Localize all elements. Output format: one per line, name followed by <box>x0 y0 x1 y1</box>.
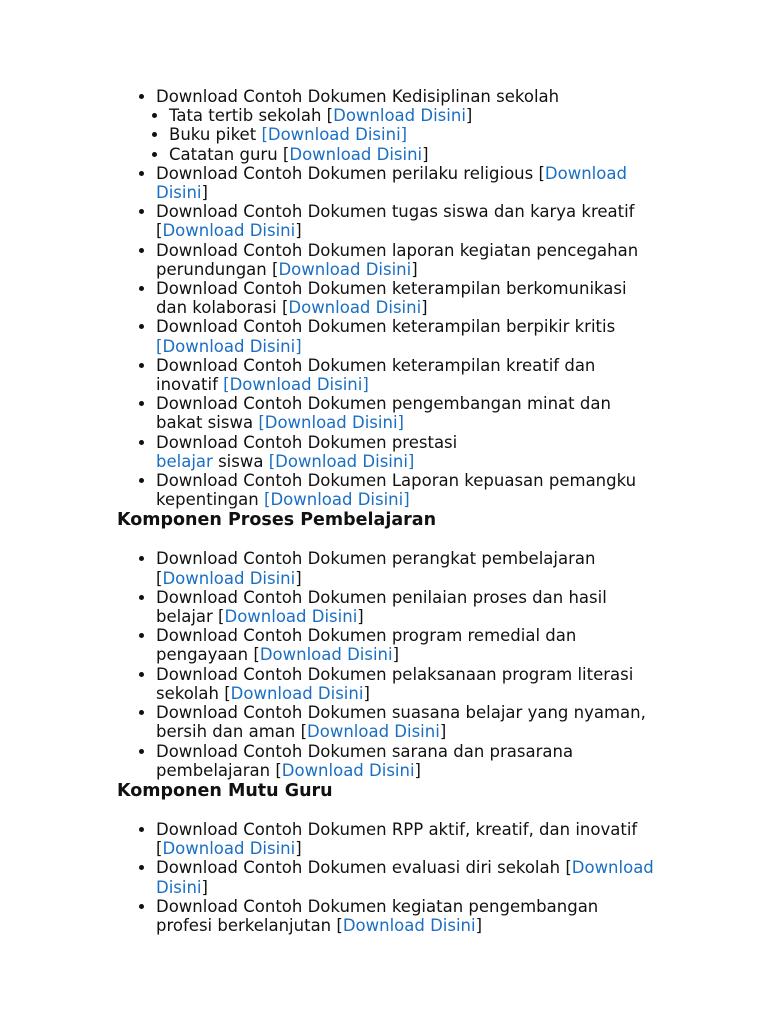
download-link-text: Download Disini <box>267 125 401 145</box>
list-item-text: Download Contoh Dokumen tugas siswa dan karya kreatif <box>156 202 635 222</box>
list-item: • Download Contoh Dokumen kegiatan pengembangan profesi berkelanjutan [Download Disini] <box>156 897 657 935</box>
download-link[interactable]: Download Disini <box>224 607 358 627</box>
download-link-text: Download Disini <box>264 413 398 433</box>
download-link[interactable]: Download Disini <box>342 915 476 935</box>
list-item-text: Download Contoh Dokumen perilaku religious <box>156 163 534 183</box>
download-link[interactable]: Download Disini <box>289 144 423 164</box>
kedisiplinan-sublist <box>156 106 657 164</box>
kesiswaan-list <box>117 87 657 509</box>
download-link[interactable]: [Download Disini] <box>261 125 408 145</box>
belajar-link[interactable]: belajar <box>156 451 213 471</box>
mutu-guru-list <box>117 820 657 935</box>
list-item-text: Download Contoh Dokumen keterampilan berpikir kritis <box>156 317 616 337</box>
sub-list-item: • Catatan guru [Download Disini] <box>169 145 657 164</box>
list-item <box>156 471 657 509</box>
download-link[interactable]: [Download Disini] <box>258 413 404 433</box>
list-item: • Download Contoh Dokumen pelaksanaan program literasi sekolah [Download Disini] <box>156 665 657 703</box>
list-item-text: Download Contoh Dokumen pelaksanaan program literasi sekolah <box>156 664 634 703</box>
list-item <box>156 317 657 355</box>
list-item: • Download Contoh Dokumen suasana belajar yang nyaman, bersih dan aman [Download Disini] <box>156 703 657 741</box>
download-link[interactable]: Download Disini <box>278 259 412 279</box>
download-link[interactable]: Download Disini <box>288 298 422 318</box>
list-item: • Download Contoh Dokumen program remedial dan pengayaan [Download Disini] <box>156 626 657 664</box>
list-item-text: Download Contoh Dokumen evaluasi diri sekolah <box>156 858 561 878</box>
sub-item-text: Tata tertib sekolah <box>169 106 322 126</box>
download-link[interactable]: Download Disini <box>230 683 364 703</box>
download-link[interactable]: Download Disini <box>259 645 393 665</box>
proses-pembelajaran-list <box>117 549 657 779</box>
list-item-text: Download Contoh Dokumen pengembangan minat dan bakat siswa <box>156 394 611 433</box>
download-link-text: Download Disini <box>162 336 296 356</box>
sub-list-item: • Tata tertib sekolah [Download Disini] <box>169 106 657 125</box>
download-link-text: Download Disini <box>270 490 404 510</box>
list-item-text: Download Contoh Dokumen keterampilan berkomunikasi dan kolaborasi <box>156 279 627 318</box>
download-link[interactable]: Download Disini <box>162 839 296 859</box>
document-content <box>117 87 657 935</box>
download-link[interactable]: Download Disini <box>333 106 466 126</box>
list-item <box>156 394 657 432</box>
download-link[interactable]: Download Disini <box>307 722 440 742</box>
list-item: • Download Contoh Dokumen sarana dan prasarana pembelajaran [Download Disini] <box>156 742 657 780</box>
section-heading-proses-pembelajaran: Komponen Proses Pembelajaran <box>117 510 437 531</box>
download-link[interactable]: Download Disini <box>156 858 654 897</box>
list-item-text: Download Contoh Dokumen keterampilan kreatif dan inovatif <box>156 355 596 395</box>
list-item: • Download Contoh Dokumen evaluasi diri sekolah [Download Disini] <box>156 858 657 896</box>
sub-item-text: Buku piket <box>169 125 257 145</box>
download-link[interactable]: [Download Disini] <box>268 451 415 471</box>
sub-list-item <box>169 125 657 144</box>
list-item: • Download Contoh Dokumen laporan kegiatan pencegahan perundungan [Download Disini] <box>156 241 657 279</box>
download-link[interactable]: Download Disini <box>281 760 415 780</box>
list-item-text: siswa <box>218 451 264 471</box>
list-item <box>156 87 657 164</box>
download-link[interactable]: [Download Disini] <box>223 375 369 395</box>
list-item: • Download Contoh Dokumen RPP aktif, kreatif, dan inovatif [Download Disini] <box>156 820 657 858</box>
list-item <box>156 356 657 394</box>
list-item-text: Download Contoh Dokumen RPP aktif, kreatif, dan inovatif <box>156 819 638 839</box>
list-item-text: Download Contoh Dokumen perangkat pembelajaran <box>156 549 596 569</box>
list-item-text: Download Contoh Dokumen sarana dan prasarana pembelajaran <box>156 741 574 780</box>
list-item <box>156 433 657 471</box>
list-item-text: Download Contoh Dokumen penilaian proses dan hasil belajar <box>156 587 607 627</box>
download-link[interactable]: [Download Disini] <box>156 336 302 356</box>
list-item-text: Download Contoh Dokumen Laporan kepuasan pemangku kepentingan <box>156 471 637 510</box>
list-item-text: Download Contoh Dokumen Kedisiplinan sekolah <box>156 87 560 106</box>
list-item-text: Download Contoh Dokumen suasana belajar yang nyaman, bersih dan aman <box>156 703 646 742</box>
list-item-text: Download Contoh Dokumen kegiatan pengembangan profesi berkelanjutan <box>156 896 599 935</box>
download-link[interactable]: [Download Disini] <box>264 490 410 510</box>
list-item: • Download Contoh Dokumen perangkat pembelajaran [Download Disini] <box>156 549 657 587</box>
sub-item-text: Catatan guru <box>169 144 278 164</box>
download-link-text: Download Disini <box>275 451 408 471</box>
download-link-text: Download Disini <box>229 375 363 395</box>
list-item-text: Download Contoh Dokumen program remedial dan pengayaan <box>156 626 577 665</box>
download-link[interactable]: Download Disini <box>156 163 627 203</box>
spacer <box>117 801 657 820</box>
list-item: • Download Contoh Dokumen penilaian proses dan hasil belajar [Download Disini] <box>156 588 657 626</box>
list-item-text: Download Contoh Dokumen laporan kegiatan pencegahan perundungan <box>156 240 639 279</box>
list-item: • Download Contoh Dokumen keterampilan berkomunikasi dan kolaborasi [Download Disini] <box>156 279 657 317</box>
download-link[interactable]: Download Disini <box>162 568 296 588</box>
download-link[interactable]: Download Disini <box>162 221 296 241</box>
list-item: • Download Contoh Dokumen tugas siswa dan karya kreatif [Download Disini] <box>156 202 657 240</box>
section-heading-mutu-guru: Komponen Mutu Guru <box>117 780 333 801</box>
spacer <box>117 530 657 549</box>
list-item: • Download Contoh Dokumen perilaku religious [Download Disini] <box>156 164 657 202</box>
list-item-text: Download Contoh Dokumen prestasi <box>156 432 458 452</box>
